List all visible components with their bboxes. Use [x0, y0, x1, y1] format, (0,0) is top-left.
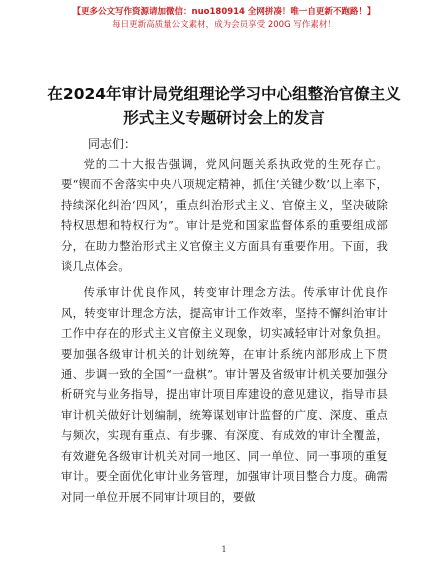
promo-banner: [0, 6, 448, 32]
document-title: 在2024年审计局党组理论学习中心组整治官僚主义形式主义专题研讨会上的发言: [47, 85, 401, 127]
promo-banner-line1: 【更多公文写作资源请加微信：nuo180914 全网拼凑！唯一自更新不跑路！】: [72, 7, 376, 17]
paragraph-intro: 党的二十大报告强调，党风问题关系执政党的生死存亡。要“锲而不舍落实中央八项规定精神，抓住‘关键少数’以上率下，持续深化纠治‘四风’，重点纠治形式主义、官僚主义，坚决破除特权思想和特权行为”。审计是党和国家监督体系的重要组成部分，在助力整治形式主义官僚主义方面具有重要作用。下面，我谈几点体会。: [61, 158, 388, 274]
promo-banner-line2: 每日更新高质量公文素材，成为会员享受 200G 写作素材！: [112, 20, 336, 30]
greeting: 同志们：: [88, 137, 137, 151]
page-number: 1: [221, 545, 227, 554]
paragraph-audit-style: 传承审计优良作风，转变审计理念方法。传承审计优良作风，转变审计理念方法，提高审计工作效率，坚持不懈纠治审计工作中存在的形式主义官僚主义现象，切实减轻审计对象负担。要加强各级审计机关的计划统筹，在审计系统内部形成上下贯通、步调一致的全国“一盘棋”。审计署及省级审计机关要加强分析研究与业务指导，提出审计项目库建设的意见建议，指导市县审计机关做好计划编制，统筹谋划审计监督的广度、深度、重点与频次，实现有重点、有步骤、有深度、有成效的审计全覆盖，有效避免各级审计机关对同一地区、同一单位、同一事项的重复审计。要全面优化审计业务管理，加强审计项目整合力度。确需对同一单位开展不同审计项目的，要做: [61, 286, 388, 504]
document-body: [61, 155, 388, 508]
